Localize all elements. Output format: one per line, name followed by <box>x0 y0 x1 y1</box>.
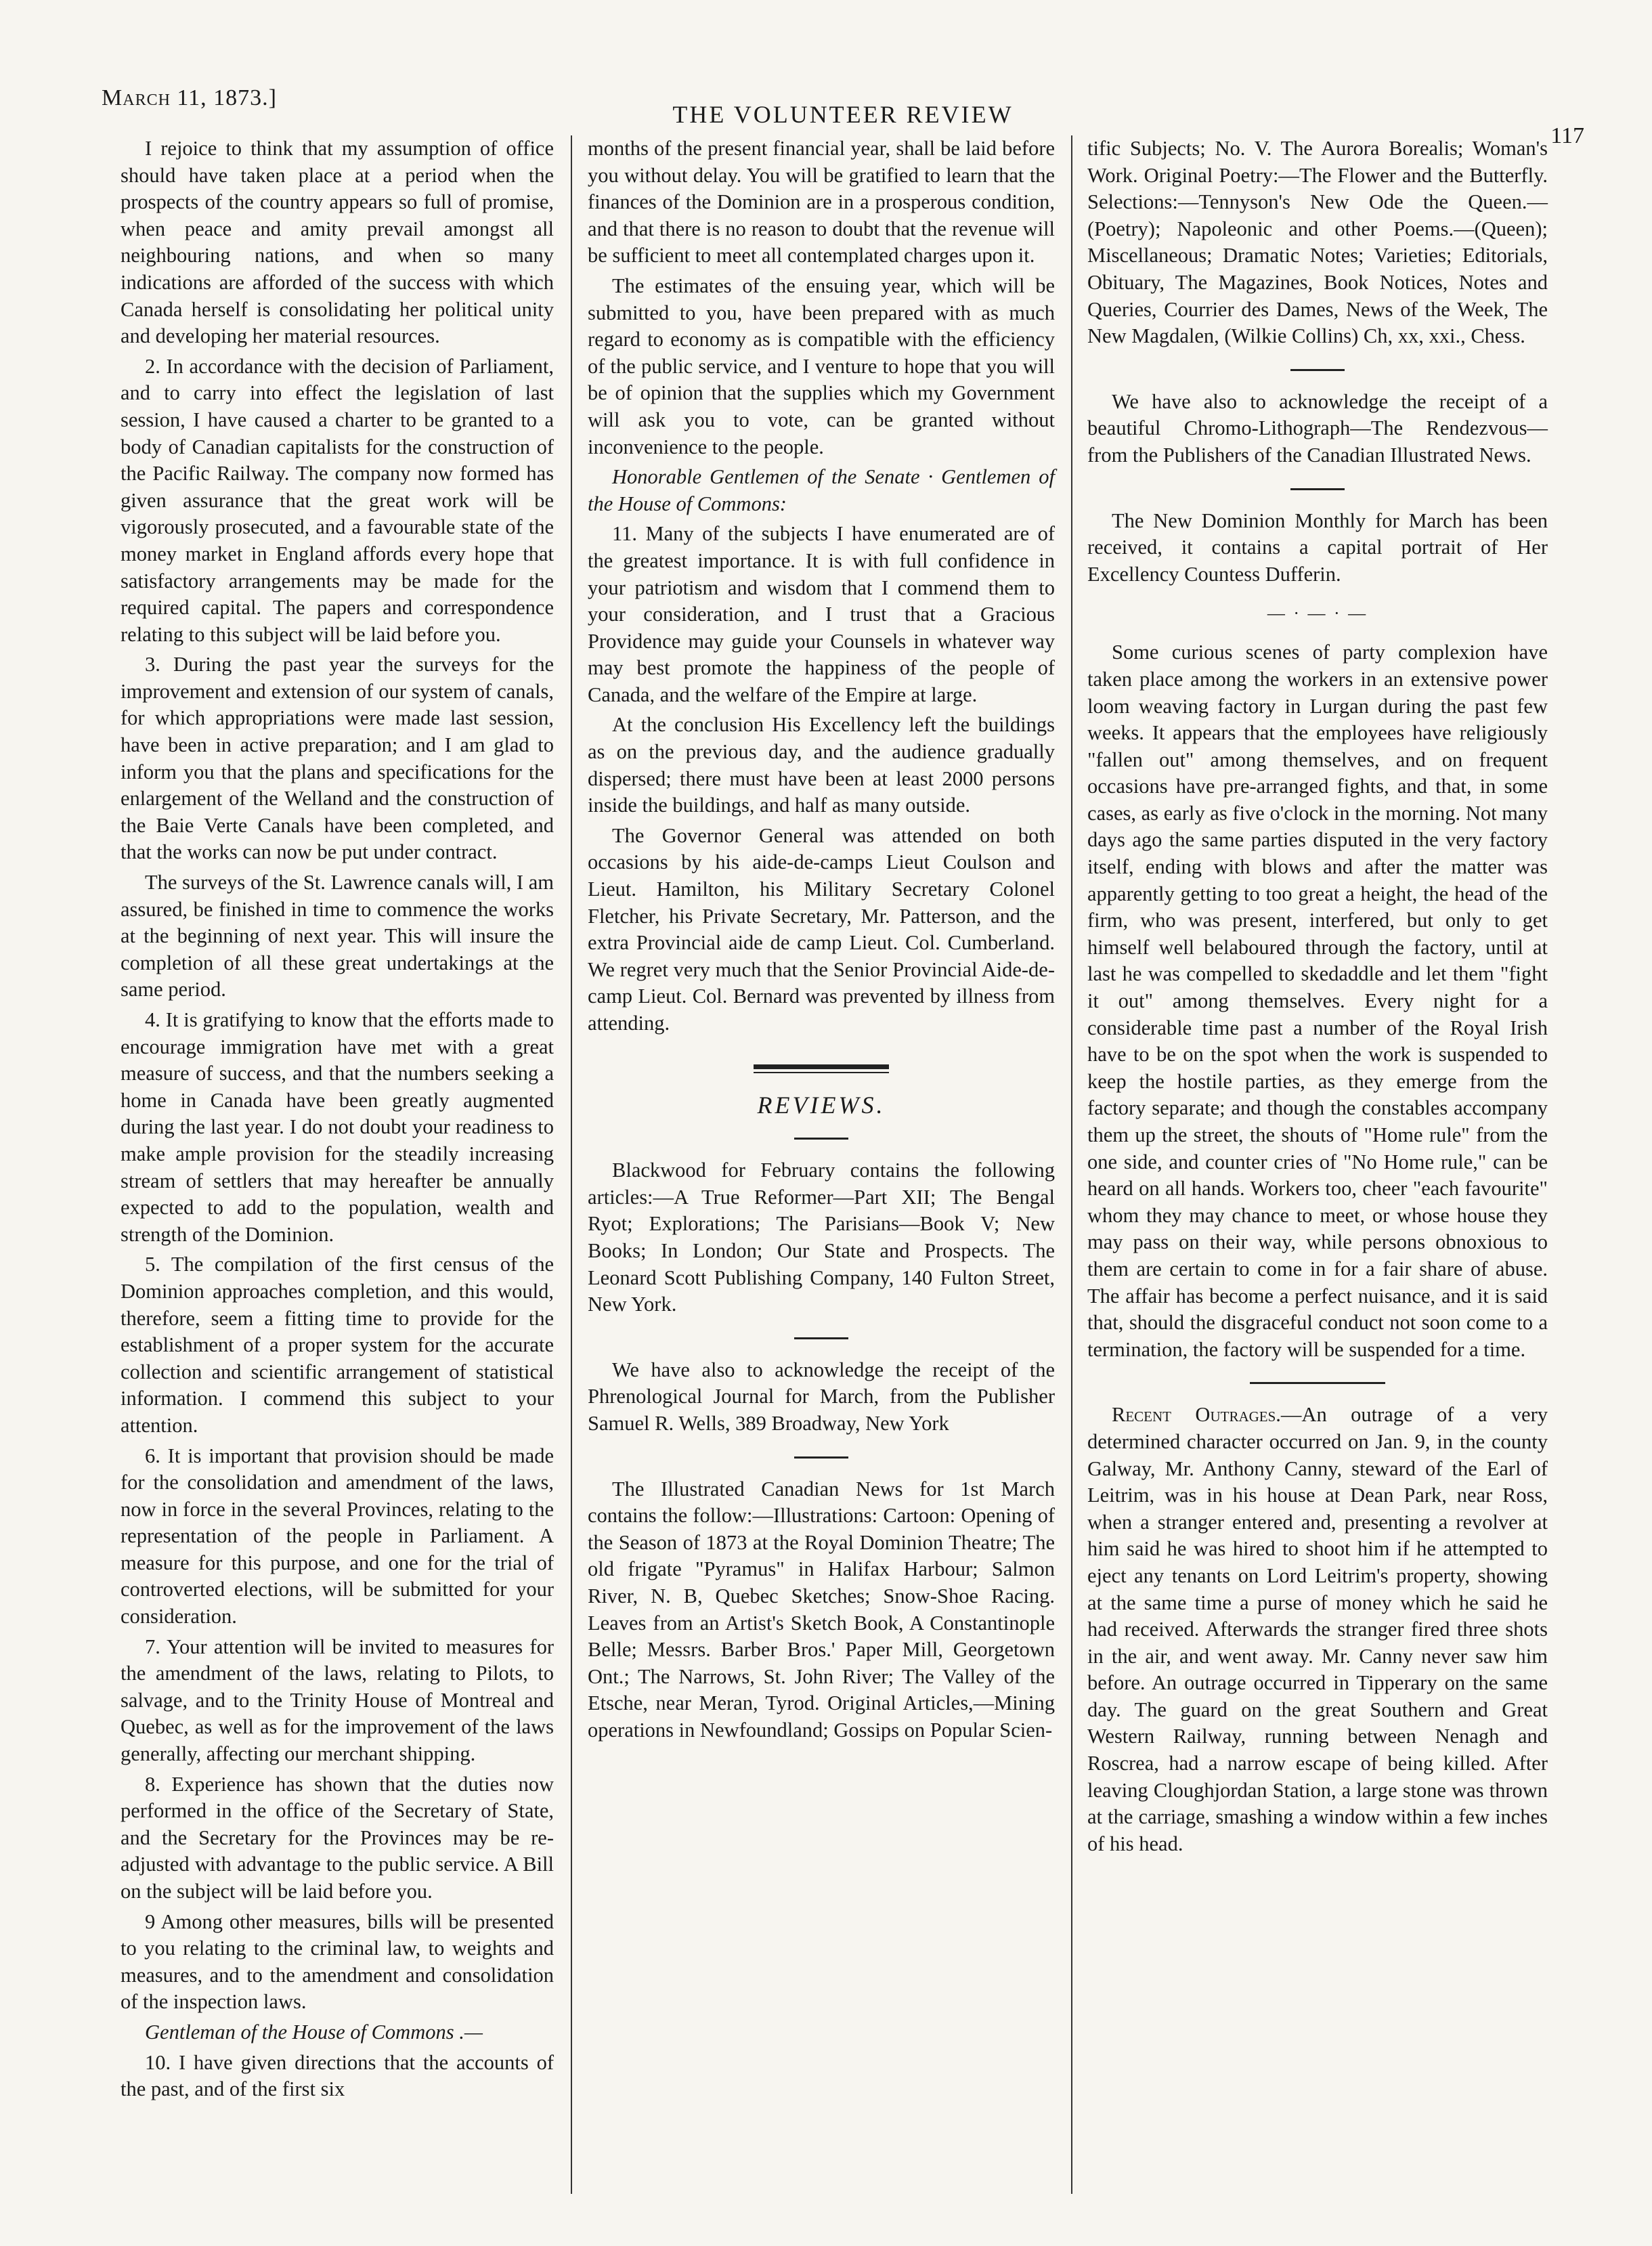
reviews-heading: REVIEWS. <box>757 1091 886 1119</box>
column-rule-right <box>1071 135 1072 2194</box>
news-paragraph: The Governor General was attended on both occasions by his aide-de-camps Lieut Coulson and Lieut. Hamilton, his Military Secretary Colonel Fletcher, his Private Secretary, Mr. Patterson, and the extra Provincial aide de camp Lieut. Col. Cumberland. We regret very much that the Senior Provincial Aide-de-camp Lieut. Col. Bernard was prevented by illness from attending. <box>588 823 1055 1035</box>
page-header <box>102 47 1584 148</box>
column-1 <box>121 135 554 2107</box>
divider <box>1250 1382 1385 1384</box>
issue-date: March 11, 1873.] <box>102 85 277 110</box>
divider <box>794 1337 848 1339</box>
review-paragraph: We have also to acknowledge the receipt of a beautiful Chromo-Lithograph—The Rendezvous—from the Publishers of the Canadian Illustrated News. <box>1087 389 1548 467</box>
review-paragraph: The Illustrated Canadian News for 1st March contains the follow:—Illustrations: Cartoon: Opening of the Season of 1873 at the Royal Dominion Theatre; The old frigate "Pyramus" in Halifax Harbour; Salmon River, N. B, Quebec Sketches; Snow-Shoe Racing. Leaves from an Artist's Sketch Book, A Constantinople Belle; Messrs. Barber Bros.' Paper Mill, Georgetown Ont.; The Narrows, St. John River; The Valley of the Etsche, near Meran, Tyrod. Original Articles,—Mining operations in Newfoundland; Gossips on Popular Scien- <box>588 1477 1055 1742</box>
speech-paragraph: 4. It is gratifying to know that the efforts made to encourage immigration have met with a great measure of success, and that the numbers seeking a home in Canada have been greatly augmented during the last year. I do not doubt your readiness to make ample provision for the steadily increasing stream of settlers that may hereafter be annually expected to add to the population, wealth and strength of the Dominion. <box>121 1008 554 1246</box>
section-rule-thin <box>754 1072 889 1073</box>
review-paragraph: We have also to acknowledge the receipt of the Phrenological Journal for March, from the Publisher Samuel R. Wells, 389 Broadway, New York <box>588 1358 1055 1435</box>
column-2 <box>588 135 1055 1747</box>
speech-paragraph: months of the present financial year, shall be laid before you without delay. You will be gratified to learn that the finances of the Dominion are in a prosperous condition, and that there is no reason to doubt that the revenue will be sufficient to meet all contemplated charges upon it. <box>588 137 1055 267</box>
news-paragraph: Some curious scenes of party complexion have taken place among the workers in an extensive power loom weaving factory in Lurgan during the past few weeks. It appears that the employees have religiously "fallen out" among themselves, and on frequent occasions have pre-arranged fights, and that, in some cases, as early as five o'clock in the morning. Not many days ago the same parties disputed in the very factory itself, ending with blows and after the matter was apparently getting to too great a height, the head of the firm, who was present, interfered, but only to get himself well belaboured through the factory, until at last he was compelled to skedaddle and let them "fight it out" among themselves. Every night for a considerable time past a number of the Royal Irish have to be on the spot when the work is suspended to keep the hostile parties, as they emerge from the factory separate; and though the constables accompany them up the street, the shouts of "Home rule" from the one side, and counter cries of "No Home rule," can be heard on all hands. Workers too, cheer "each favourite" whom they may chance to meet, or whose house they may pass on their way, while persons obnoxious to them are certain to come in for a fair share of abuse. The affair has become a perfect nuisance, and it is said that, should the disgraceful conduct not soon come to a termination, the factory will be suspended for a time. <box>1087 641 1548 1361</box>
section-rule-thick <box>754 1064 889 1069</box>
speech-paragraph: 9 Among other measures, bills will be presented to you relating to the criminal law, to weights and measures, and to the amendment and consolidation of the inspection laws. <box>121 1909 554 2014</box>
speech-paragraph: The surveys of the St. Lawrence canals will, I am assured, be finished in time to commence the works at the beginning of next year. This will insure the completion of all these great undertakings at the same period. <box>121 871 554 1001</box>
outrages-text: —An outrage of a very determined character occurred on Jan. 9, in the county Galway, Mr. Anthony Canny, steward of the Earl of Leitrim, was in his house at Dean Park, near Ross, when a stranger entered and, presenting a revolver at him said he was hired to shoot him if he attempted to eject any tenants on Lord Leitrim's property, showing at the same time a purse of money which he said he had received. Afterwards the stranger fired three shots in the air, and went away. Mr. Canny never saw him before. An outrage occurred in Tipperary on the same day. The guard on the great Southern and Great Western Railway, running between Nenagh and Roscrea, had a narrow escape of being killed. After leaving Cloughjordan Station, a large stone was thrown at the carriage, smashing a window within a few inches of his head. <box>1087 1403 1548 1855</box>
speech-paragraph: 11. Many of the subjects I have enumerated are of the greatest importance. It is with full confidence in your patriotism and wisdom that I commend them to your consideration, and I trust that a Gracious Providence may guide your Counsels in whatever way may best promote the happiness of the people of Canada, and the welfare of the Empire at large. <box>588 522 1055 706</box>
speech-paragraph: 8. Experience has shown that the duties now performed in the office of the Secretary of State, and the Secretary for the Provinces may be re-adjusted with advantage to the public service. A Bill on the subject will be laid before you. <box>121 1772 554 1903</box>
speech-paragraph: 2. In accordance with the decision of Parliament, and to carry into effect the legislation of last session, I have caused a charter to be granted to a body of Canadian capitalists for the construction of the Pacific Railway. The company now formed has given assurance that the great work will be vigorously prosecuted, and a favourable state of the money market in England affords every hope that satisfactory arrangements may be made for the required capital. The papers and correspondence relating to this subject will be laid before you. <box>121 354 554 646</box>
ornament-divider: — · — · — <box>1267 603 1368 624</box>
address-subheading: Honorable Gentlemen of the Senate · Gentlemen of the House of Commons: <box>588 465 1055 515</box>
speech-paragraph: 3. During the past year the surveys for the improvement and extension of our system of canals, for which appropriations were made last session, have been in active preparation; and I am glad to inform you that the plans and specifications for the enlargement of the Welland and the construction of the Baie Verte Canals have been completed, and that the works can now be put under contract. <box>121 653 554 864</box>
address-subheading: Gentleman of the House of Commons .— <box>145 2020 483 2044</box>
publication-title: THE VOLUNTEER REVIEW <box>672 101 1014 128</box>
speech-paragraph: 6. It is important that provision should be made for the consolidation and amendment of the laws, now in force in the several Provinces, relating to the representation of the people in Parliament. A measure for this purpose, and one for the trial of controverted elections, will be submitted for your consideration. <box>121 1444 554 1628</box>
review-paragraph: tific Subjects; No. V. The Aurora Borealis; Woman's Work. Original Poetry:—The Flower and the Butterfly. Selections:—Tennyson's New Ode the Queen.—(Poetry); Napoleonic and other Poems.—(Queen); Miscellaneous; Dramatic Notes; Varieties; Editorials, Obituary, The Magazines, Book Notices, Notes and Queries, Courrier des Dames, News of the Week, The New Magdalen, (Wilkie Collins) Ch, xx, xxi., Chess. <box>1087 137 1548 348</box>
outrages-lead: Recent Outrages. <box>1112 1403 1281 1427</box>
page-number: 117 <box>1550 123 1584 148</box>
speech-paragraph: 10. I have given directions that the accounts of the past, and of the first six <box>121 2050 554 2101</box>
divider <box>794 1456 848 1459</box>
column-3 <box>1087 135 1548 1861</box>
news-paragraph <box>1087 1402 1548 1857</box>
column-rule-left <box>571 135 572 2194</box>
divider <box>794 1138 848 1140</box>
speech-paragraph: The estimates of the ensuing year, which will be submitted to you, have been prepared with as much regard to economy as is compatible with the efficiency of the public service, and I venture to hope that you will be of opinion that the supplies which my Government will ask you to vote, can be granted without inconvenience to the people. <box>588 274 1055 458</box>
speech-paragraph: 5. The compilation of the first census of the Dominion approaches completion, and this would, therefore, seem a fitting time to provide for the establishment of a proper system for the accurate collection and scientific arrangement of statistical information. I commend this subject to your attention. <box>121 1253 554 1437</box>
divider <box>1290 369 1345 371</box>
review-paragraph: Blackwood for February contains the following articles:—A True Reformer—Part XII; The Bengal Ryot; Explorations; The Parisians—Book V; New Books; In London; Our State and Prospects. The Leonard Scott Publishing Company, 140 Fulton Street, New York. <box>588 1159 1055 1316</box>
news-paragraph: At the conclusion His Excellency left the buildings as on the previous day, and the audience gradually dispersed; there must have been at least 2000 persons inside the buildings, and half as many outside. <box>588 713 1055 817</box>
divider <box>1290 488 1345 490</box>
speech-paragraph: I rejoice to think that my assumption of office should have taken place at a period when the prospects of the country appears so full of promise, when peace and amity prevail amongst all neighbouring nations, and when so many indications are afforded of the success with which Canada herself is consolidating her political unity and developing her material resources. <box>121 137 554 348</box>
review-paragraph: The New Dominion Monthly for March has been received, it contains a capital portrait of Her Excellency Countess Dufferin. <box>1087 509 1548 586</box>
speech-paragraph: 7. Your attention will be invited to measures for the amendment of the laws, relating to Pilots, to salvage, and to the Trinity House of Montreal and Quebec, as well as for the improvement of the laws generally, affecting our merchant shipping. <box>121 1635 554 1766</box>
